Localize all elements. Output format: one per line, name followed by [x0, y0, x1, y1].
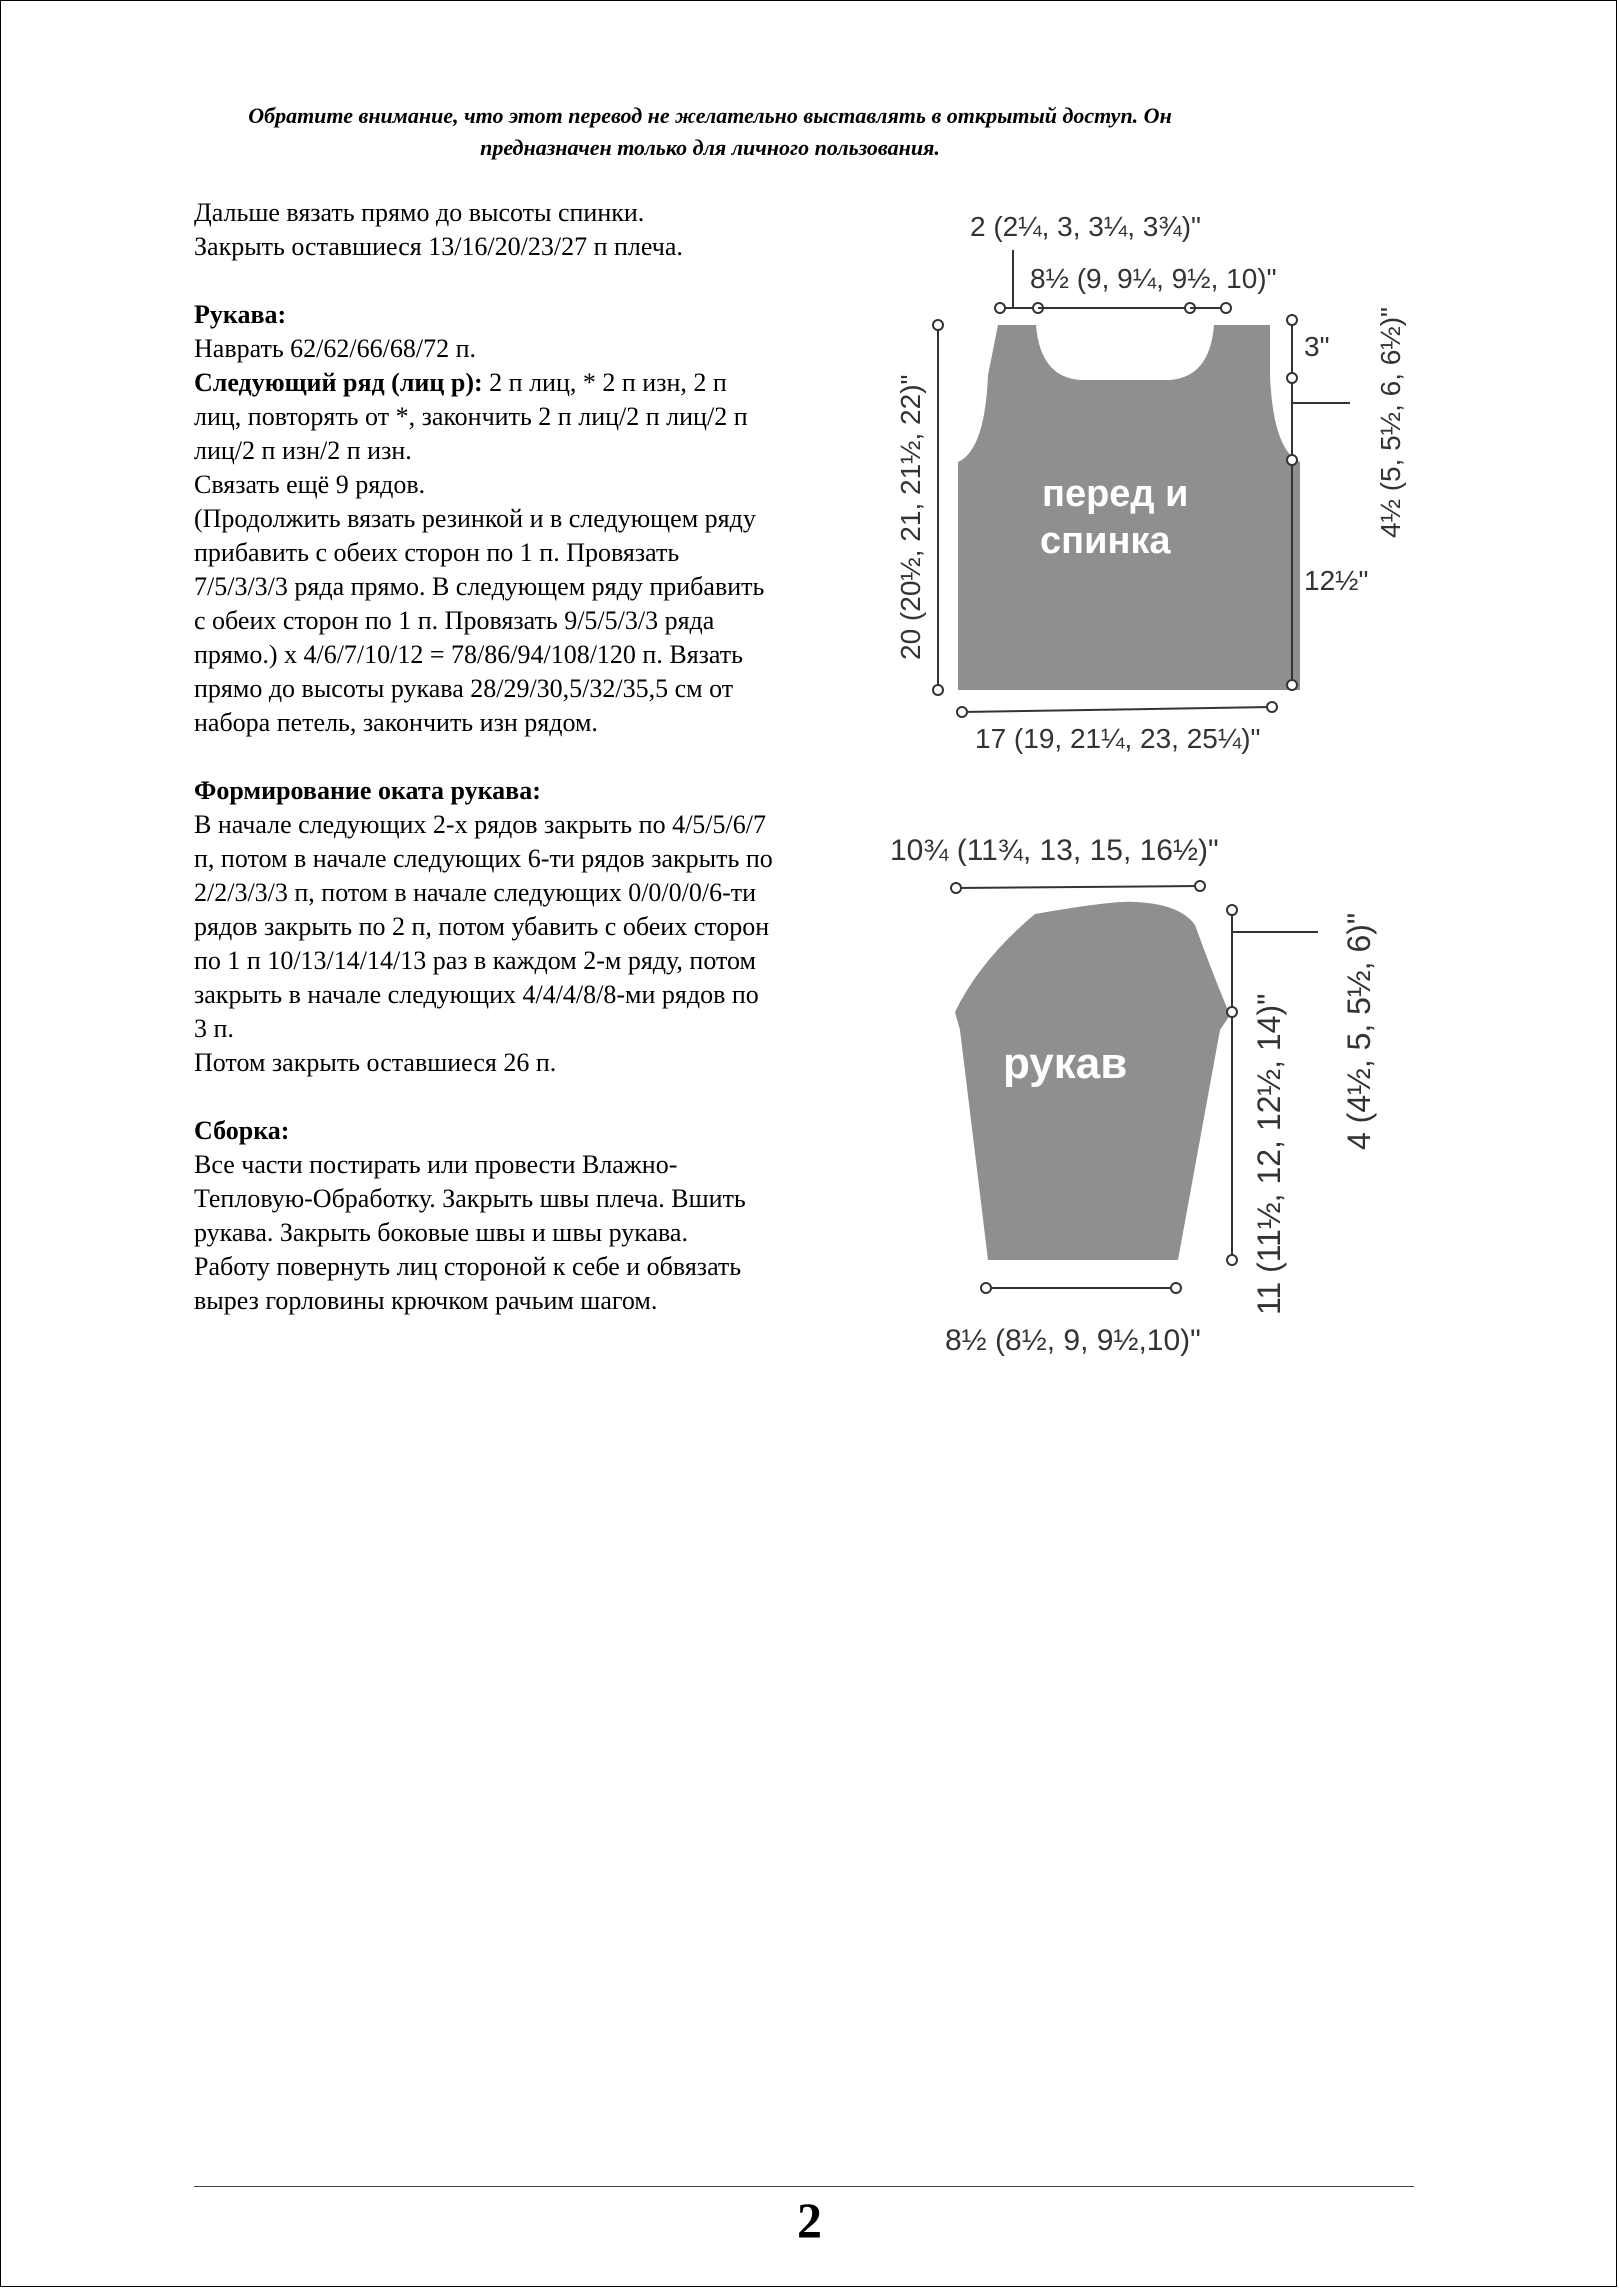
inline-heading: Следующий ряд (лиц р): — [194, 368, 483, 397]
body-schematic — [870, 200, 1410, 775]
body-label-line2: спинка — [1040, 520, 1171, 562]
paragraph: Работу повернуть лиц стороной к себе и обвязать вырез горловины крючком рачьим шагом. — [194, 1252, 742, 1315]
dim-cap-height: 4 (4½, 5, 5½, 6)" — [1341, 912, 1377, 1150]
notice-text: Обратите внимание, что этот перевод не желательно выставлять в открытый доступ. Он предназначен только для личного пользования. — [248, 103, 1172, 160]
dim-armhole: 4½ (5, 5½, 6, 6½)" — [1375, 307, 1406, 538]
paragraph: (Продолжить вязать резинкой и в следующем ряду прибавить с обеих сторон по 1 п. Провязать 7/5/3/3/3 ряда прямо. В следующем ряду прибавить с обеих сторон по 1 п. Провязать 9/5/5/3/3 ряда прямо.) х 4/6/7/10/12 = 78/86/94/108/120 п. Вязать прямо до высоты рукава 28/29/30,5/32/35,5 см от набора петель, закончить изн рядом. — [194, 504, 765, 737]
section-heading: Формирование оката рукава: — [194, 776, 541, 805]
dim-neck: 8½ (9, 9¼, 9½, 10)" — [1030, 263, 1277, 294]
paragraph: Следующий ряд (лиц р): 2 п лиц, * 2 п изн, 2 п лиц, повторять от *, закончить 2 п лиц/2 п лиц/2 п лиц/2 п изн/2 п изн. — [194, 368, 748, 465]
sleeve-schematic — [870, 820, 1410, 1385]
footer-divider — [194, 2186, 1414, 2187]
dim-bottom-width: 8½ (8½, 9, 9½,10)" — [945, 1324, 1201, 1357]
paragraph: Наврать 62/62/66/68/72 п. — [194, 334, 476, 363]
dim-shoulder: 2 (2¼, 3, 3¼, 3¾)" — [970, 211, 1201, 242]
sleeve-label: рукав — [1003, 1039, 1128, 1088]
dim-neck-depth: 3" — [1304, 331, 1330, 362]
section-heading: Рукава: — [194, 300, 287, 329]
paragraph: Потом закрыть оставшиеся 26 п. — [194, 1048, 557, 1077]
body-label-line1: перед и — [1042, 473, 1189, 515]
section-heading: Сборка: — [194, 1116, 290, 1145]
page-number: 2 — [797, 2192, 822, 2248]
paragraph: Закрыть оставшиеся 13/16/20/23/27 п плеча. — [194, 232, 683, 261]
neckline — [1038, 325, 1212, 378]
paragraph: Связать ещё 9 рядов. — [194, 470, 426, 499]
paragraph: Все части постирать или провести Влажно-Тепловую-Обработку. Закрыть швы плеча. Вшить рукава. Закрыть боковые швы и швы рукава. — [194, 1150, 746, 1247]
paragraph: В начале следующих 2-х рядов закрыть по 4/5/5/6/7 п, потом в начале следующих 6-ти рядов закрыть по 2/2/3/3/3 п, потом в начале следующих 0/0/0/0/6-ти рядов закрыть по 2 п, потом убавить с обеих сторон по 1 п 10/13/14/14/13 раз в каждом 2-м ряду, потом закрыть в начале следующих 4/4/4/8/8-ми рядов по 3 п. — [194, 810, 773, 1043]
dim-width: 17 (19, 21¼, 23, 25¼)" — [975, 723, 1261, 754]
dim-sleeve-length: 11 (11½, 12, 12½, 14)" — [1251, 993, 1287, 1315]
instructions-column — [194, 196, 774, 1318]
dim-side: 12½" — [1304, 565, 1369, 596]
paragraph: Дальше вязать прямо до высоты спинки. — [194, 198, 645, 227]
dim-length: 20 (20½, 21, 21½, 22)" — [895, 374, 926, 660]
dim-top-width: 10¾ (11¾, 13, 15, 16½)" — [890, 834, 1219, 867]
